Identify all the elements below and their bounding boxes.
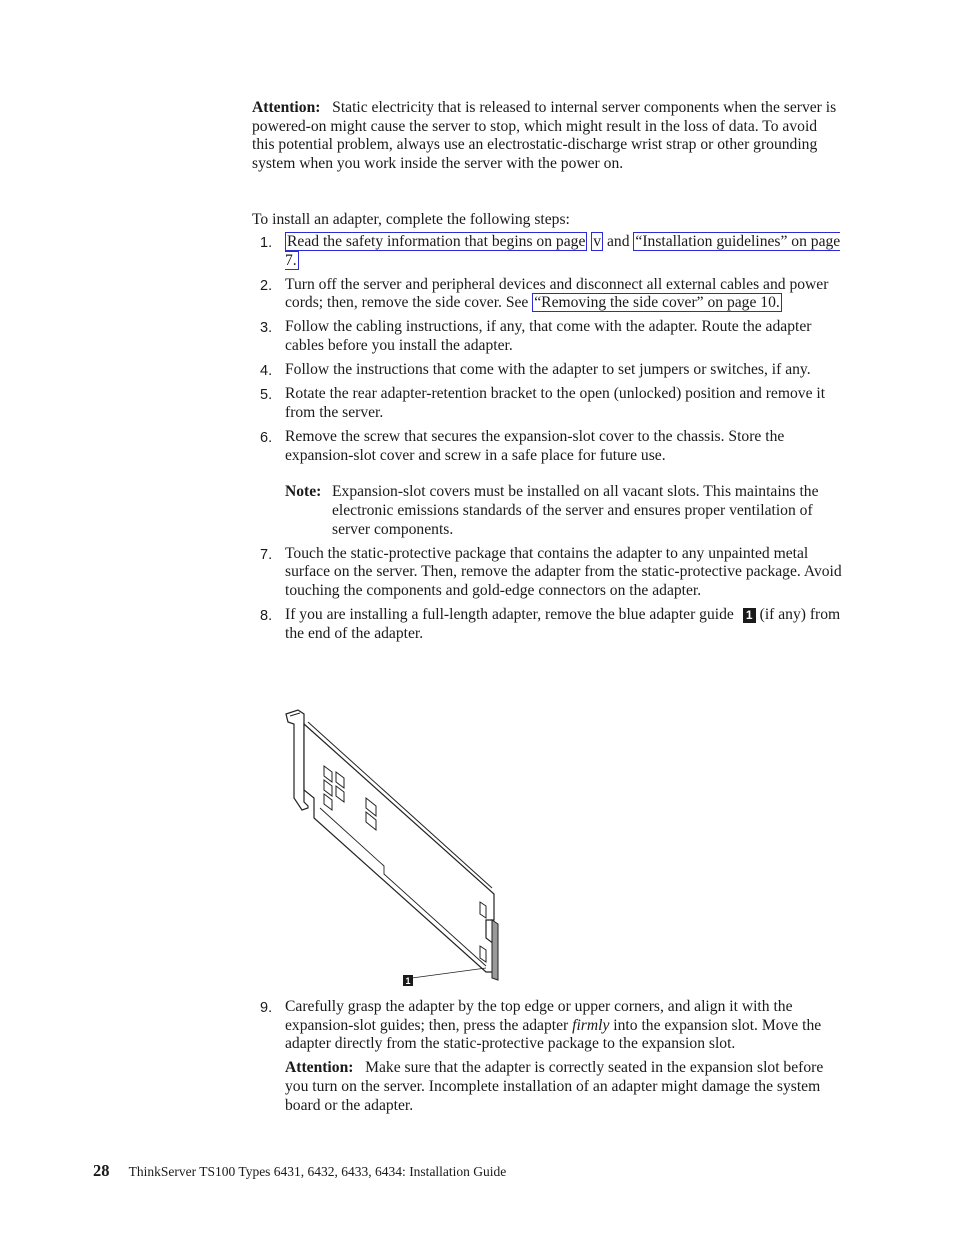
step-3 — [252, 318, 842, 355]
adapter-illustration — [280, 706, 510, 988]
steps-list — [252, 233, 842, 649]
step-9-attention-label: Attention: — [285, 1059, 354, 1077]
note-label: Note: — [285, 483, 322, 501]
step-number: 3. — [260, 320, 273, 337]
step-1-and: and — [606, 233, 630, 250]
step-number: 1. — [260, 235, 273, 251]
note-block — [285, 483, 842, 539]
step-1 — [252, 233, 842, 270]
step-9-text: Carefully grasp the adapter by the top edge or upper corners, and align it with the expansion-slot guides; then, press the adapter — [285, 998, 793, 1034]
step-4-text: Follow the instructions that come with the adapter to set jumpers or switches, if any. — [285, 361, 811, 379]
attention-paragraph — [252, 99, 842, 174]
intro-paragraph: To install an adapter, complete the following steps: — [252, 211, 570, 228]
step-number: 5. — [260, 387, 273, 404]
removing-side-cover-link[interactable]: “Removing the side cover” on page 10. — [534, 294, 780, 312]
attention-label: Attention: — [252, 99, 321, 116]
step-number: 8. — [260, 608, 273, 625]
step-2 — [252, 276, 842, 313]
step-number: 6. — [260, 429, 273, 446]
step-3-text: Follow the cabling instructions, if any, that come with the adapter. Route the adapter cables before you install the adapter. — [285, 318, 812, 355]
attention-text: Static electricity that is released to internal server components when the server is powered-on might cause the server to stop, which might result in the loss of data. To avoid this potential problem, always use an electrostatic-discharge wrist strap or other grounding system when you work inside the server with the power on. — [252, 99, 837, 173]
step-8-text-continued: (if any) from the end of the adapter. — [285, 606, 841, 642]
note-text: Expansion-slot covers must be installed on all vacant slots. This maintains the electronic emissions standards of the server and ensures proper ventilation of server components. — [332, 483, 819, 538]
step-9-emphasis: firmly — [572, 1016, 610, 1034]
step-6 — [252, 428, 842, 540]
adapter-guide-part — [492, 920, 498, 980]
step-6-text: Remove the screw that secures the expansion-slot cover to the chassis. Store the expansion-slot cover and screw in a safe place for future use. — [285, 427, 785, 464]
step-5 — [252, 385, 842, 422]
steps-list-continued — [252, 998, 842, 1121]
safety-info-link[interactable]: Read the safety information that begins on page — [287, 233, 586, 250]
adapter-guide-diagram — [280, 706, 510, 988]
step-9-attention — [285, 1059, 842, 1115]
step-number: 7. — [260, 546, 273, 563]
figure-callout-number: 1 — [405, 976, 411, 986]
step-number: 2. — [260, 277, 273, 294]
step-5-text: Rotate the rear adapter-retention bracket to the open (unlocked) position and remove it from the server. — [285, 385, 826, 421]
footer-title: ThinkServer TS100 Types 6431, 6432, 6433, 6434: Installation Guide — [128, 1164, 507, 1179]
step-number: 9. — [260, 1000, 273, 1016]
callout-leader-line — [412, 968, 486, 978]
step-9 — [252, 998, 842, 1115]
step-8 — [252, 606, 842, 643]
step-2-text: Turn off the server and peripheral devices and disconnect all external cables and power cords; then, remove the side cover. See — [285, 275, 829, 312]
adapter-card-board — [304, 724, 494, 972]
page-footer — [93, 1162, 506, 1181]
callout-marker: 1 — [743, 608, 756, 623]
page-v-link[interactable]: v — [593, 233, 602, 250]
page-number: 28 — [93, 1161, 110, 1180]
step-8-text: If you are installing a full-length adapter, remove the blue adapter guide — [285, 606, 734, 624]
step-7-text: Touch the static-protective package that contains the adapter to any unpainted metal surface on the server. Then, remove the adapter from the static-protective package. Avoid touching the components and gold-edge connectors on the adapter. — [285, 544, 842, 600]
step-9-text-continued: into the expansion slot. Move the adapter directly from the static-protective package to the expansion slot. — [285, 1016, 822, 1053]
step-7 — [252, 545, 842, 601]
step-9-attention-text: Make sure that the adapter is correctly seated in the expansion slot before you turn on the server. Incomplete installation of an adapter might damage the system board or the adapter. — [285, 1059, 824, 1114]
installation-guidelines-link[interactable]: “Installation guidelines” on page 7. — [285, 233, 841, 269]
step-number: 4. — [260, 363, 273, 380]
step-4 — [252, 361, 842, 380]
